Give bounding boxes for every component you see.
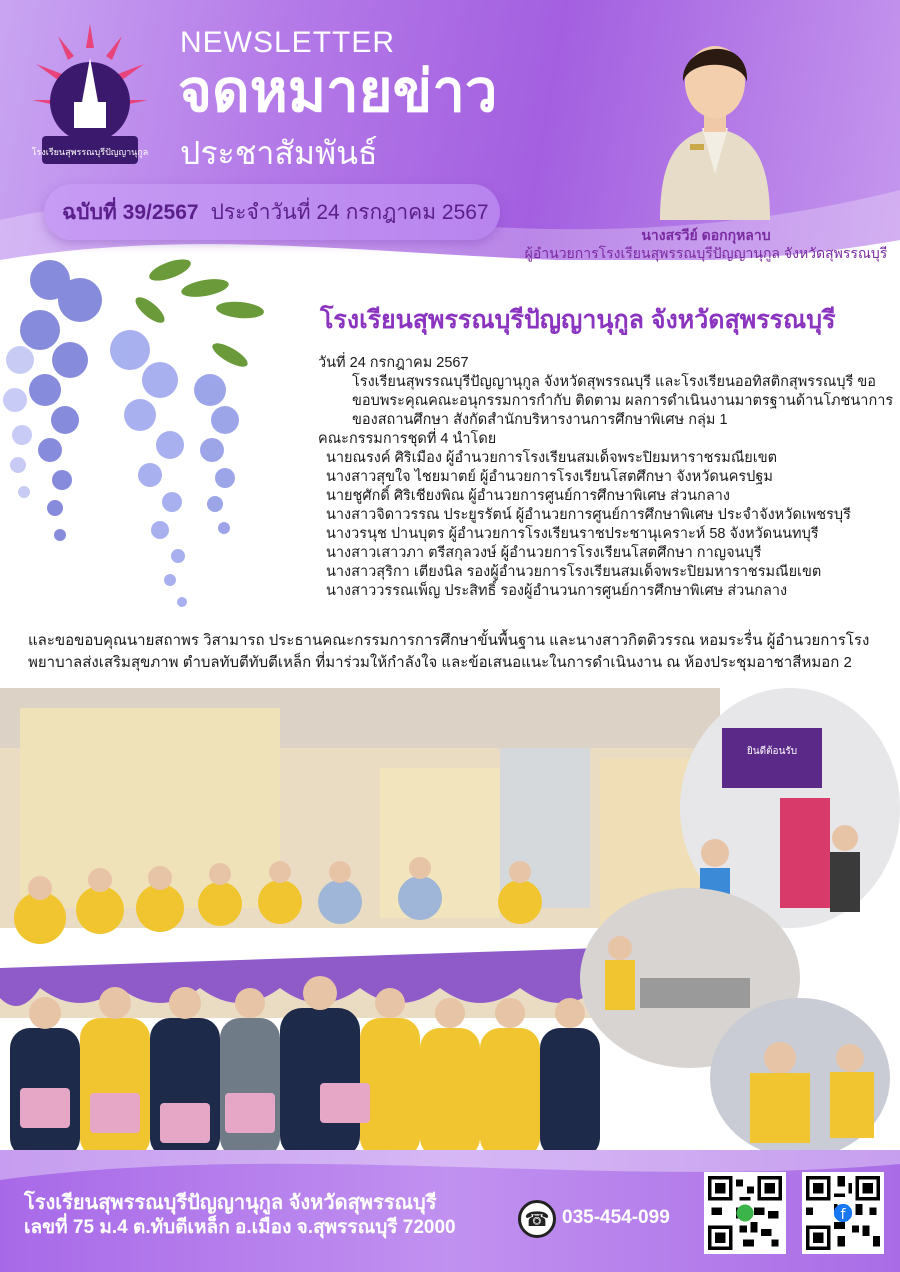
director-photo — [650, 24, 780, 220]
committee-member: นางวรนุช ปานบุตร ผู้อำนวยการโรงเรียนราชประชานุเคราะห์ 58 จังหวัดนนทบุรี — [326, 526, 819, 542]
welcome-screen-text: ยินดีต้อนรับ — [746, 746, 798, 757]
phone-icon: ☎ — [518, 1200, 556, 1238]
article-intro: โรงเรียนสุพรรณบุรีปัญญานุกูล จังหวัดสุพรรณบุรี และโรงเรียนออทิสติกสุพรรณบุรี ขอขอบพระคุณคณะอนุกรรมการกำกับ ติดตาม ผลการดำเนินงานมาตรฐานด้านโภชนาการของสถานศึกษา สังกัดสำนักบริหารงานการศึกษาพิเศษ กลุ่ม 1 — [352, 374, 894, 428]
committee-member: นางสาวจิดาวรรณ ประยูรรัตน์ ผู้อำนวยการศูนย์การศึกษาพิเศษ ประจำจังหวัดเพชรบุรี — [326, 507, 851, 523]
thanks-paragraph: และขอขอบคุณนายสถาพร วิสามารถ ประธานคณะกรรมการการศึกษาขั้นพื้นฐาน และนางสาวกิตติวรรณ หอมระรื่น ผู้อำนวยการโรงพยาบาลส่งเสริมสุขภาพ ตำบลทับตีทับตีเหล็ก ที่มาร่วมให้กำลังใจ และข้อเสนอแนะในการดำเนินงาน ณ ห้องประชุมอาชาสีหมอก 2 — [28, 632, 870, 671]
footer-school-name: โรงเรียนสุพรรณบุรีปัญญานุกูล จังหวัดสุพรรณบุรี — [24, 1192, 437, 1214]
article-body — [318, 354, 898, 601]
issue-date: ประจำวันที่ 24 กรกฎาคม 2567 — [210, 200, 489, 224]
svg-text:f: f — [840, 1206, 846, 1223]
school-emblem-icon — [28, 18, 152, 178]
newsletter-label: NEWSLETTER — [180, 26, 396, 59]
article-date: วันที่ 24 กรกฎาคม 2567 — [318, 355, 469, 371]
wisteria-flower-icon — [0, 240, 300, 630]
director-caption — [520, 226, 892, 262]
footer-phone: 035-454-099 — [562, 1207, 670, 1228]
newsletter-subtitle: ประชาสัมพันธ์ — [180, 135, 378, 171]
director-name: นางสรวีย์ ดอกกุหลาบ — [641, 227, 771, 243]
newsletter-title: จดหมายข่าว — [178, 59, 498, 124]
committee-member: นายณรงค์ ศิริเมือง ผู้อำนวยการโรงเรียนสมเด็จพระปิยมหาราชรมณียเขต — [326, 450, 778, 466]
committee-member: นางสาววรรณเพ็ญ ประสิทธิ์ รองผู้อำนวนการศูนย์การศึกษาพิเศษ ส่วนกลาง — [326, 583, 788, 599]
committee-member: นางสาวเสาวภา ตรีสกุลวงษ์ ผู้อำนวยการโรงเรียนโสตศึกษา กาญจนบุรี — [326, 545, 762, 561]
committee-label: คณะกรรมการชุดที่ 4 นำโดย — [318, 431, 497, 447]
footer-address: เลขที่ 75 ม.4 ต.ทับตีเหล็ก อ.เมือง จ.สุพรรณบุรี 72000 — [24, 1217, 456, 1238]
svg-text:โรงเรียนสุพรรณบุรีปัญญานุกูล: โรงเรียนสุพรรณบุรีปัญญานุกูล — [31, 148, 149, 158]
qr-code-facebook-icon[interactable] — [802, 1172, 884, 1254]
issue-number: ฉบับที่ 39/2567 — [62, 200, 199, 224]
director-position: ผู้อำนวยการโรงเรียนสุพรรณบุรีปัญญานุกูล จังหวัดสุพรรณบุรี — [524, 245, 888, 261]
qr-code-line-icon[interactable] — [704, 1172, 786, 1254]
committee-member: นายชูศักดิ์ ศิริเชียงพิณ ผู้อำนวยการศูนย์การศึกษาพิเศษ ส่วนกลาง — [326, 488, 730, 504]
committee-member: นางสาวสุขใจ ไชยมาตย์ ผู้อำนวยการโรงเรียนโสตศึกษา จังหวัดนครปฐม — [326, 469, 773, 485]
school-heading: โรงเรียนสุพรรณบุรีปัญญานุกูล จังหวัดสุพรรณบุรี — [320, 306, 836, 334]
event-photo-collage — [0, 688, 900, 1158]
committee-member: นางสาวสุริกา เตียงนิล รองผู้อำนวยการโรงเรียนสมเด็จพระปิยมหาราชรมณียเขต — [326, 564, 822, 580]
issue-bar — [44, 184, 500, 240]
